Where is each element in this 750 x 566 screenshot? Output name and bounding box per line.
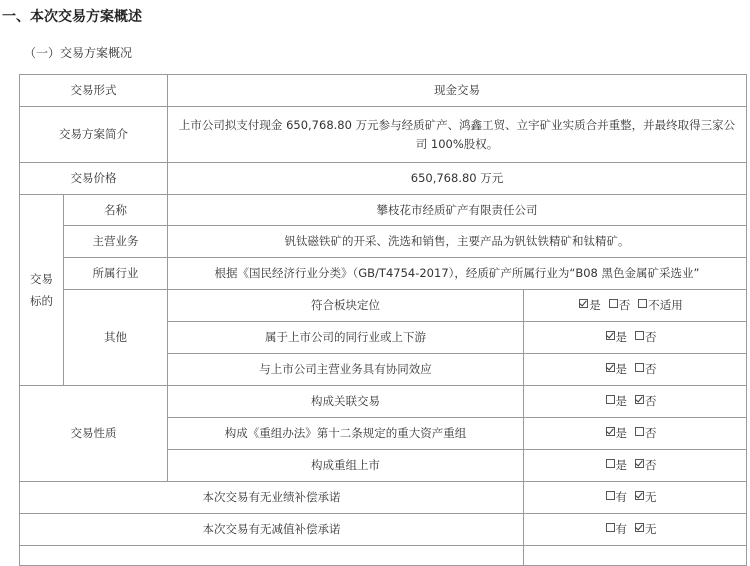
checkbox-option-label: 是 — [615, 394, 627, 408]
unchecked-box-icon[interactable] — [635, 363, 644, 372]
checked-box-icon[interactable] — [579, 299, 588, 308]
row-transaction-form — [20, 75, 747, 107]
target-other-label: 其他 — [64, 290, 168, 386]
row-target-name — [20, 195, 747, 226]
checkbox-option[interactable] — [635, 392, 657, 411]
checkbox-option[interactable] — [606, 520, 628, 539]
checked-box-icon[interactable] — [606, 427, 615, 436]
checkbox-option[interactable] — [638, 296, 683, 315]
target-business-label: 主营业务 — [64, 226, 168, 258]
row-transaction-summary — [20, 107, 747, 163]
checkbox-option[interactable] — [635, 488, 657, 507]
other-item-options — [524, 322, 747, 354]
unchecked-box-icon[interactable] — [606, 523, 615, 532]
checkbox-option-label: 是 — [615, 426, 627, 440]
checkbox-option-label: 否 — [645, 330, 657, 344]
target-name-value: 攀枝花市经质矿产有限责任公司 — [168, 195, 747, 226]
checkbox-option-label: 是 — [615, 362, 627, 376]
checkbox-option[interactable] — [606, 488, 628, 507]
unchecked-box-icon[interactable] — [638, 299, 647, 308]
checkbox-option[interactable] — [579, 296, 601, 315]
checkbox-option-label: 否 — [645, 426, 657, 440]
row-impairment-commitment — [20, 514, 747, 546]
checkbox-option-label: 不适用 — [648, 298, 683, 312]
checkbox-option-label: 是 — [615, 330, 627, 344]
transaction-summary-value: 上市公司拟支付现金 650,768.80 万元参与经质矿产、鸿鑫工贸、立宇矿业实质合并重整，并最终取得三家公司 100%股权。 — [168, 107, 747, 163]
checked-box-icon[interactable] — [635, 459, 644, 468]
checkbox-option[interactable] — [606, 424, 628, 443]
transaction-overview-table — [19, 74, 747, 566]
checkbox-option-label: 否 — [645, 394, 657, 408]
transaction-form-value: 现金交易 — [168, 75, 747, 107]
checkbox-option-label: 否 — [618, 298, 631, 312]
checkbox-option[interactable] — [635, 520, 657, 539]
nature-item-label: 构成《重组办法》第十二条规定的重大资产重组 — [168, 418, 524, 450]
checkbox-option-label: 有 — [615, 490, 627, 504]
checkbox-option[interactable] — [635, 424, 657, 443]
row-transaction-price — [20, 163, 747, 195]
target-industry-label: 所属行业 — [64, 258, 168, 290]
row-target-industry — [20, 258, 747, 290]
checkbox-option[interactable] — [606, 360, 628, 379]
checkbox-option[interactable] — [635, 328, 657, 347]
subsection-heading: （一）交易方案概况 — [24, 46, 133, 60]
checkbox-option-label: 无 — [645, 522, 657, 536]
other-item-options — [524, 354, 747, 386]
other-item-label: 属于上市公司的同行业或上下游 — [168, 322, 524, 354]
checkbox-option-label: 是 — [615, 458, 627, 472]
unchecked-box-icon[interactable] — [635, 331, 644, 340]
other-item-label: 符合板块定位 — [168, 290, 524, 322]
other-item-options — [524, 290, 747, 322]
checkbox-option[interactable] — [606, 328, 628, 347]
target-name-label: 名称 — [64, 195, 168, 226]
checked-box-icon[interactable] — [606, 363, 615, 372]
unchecked-box-icon[interactable] — [635, 427, 644, 436]
target-business-value: 钒钛磁铁矿的开采、洗选和销售，主要产品为钒钛铁精矿和钛精矿。 — [168, 226, 747, 258]
checkbox-option[interactable] — [609, 296, 631, 315]
checked-box-icon[interactable] — [635, 491, 644, 500]
unchecked-box-icon[interactable] — [606, 459, 615, 468]
transaction-nature-label: 交易性质 — [20, 386, 168, 482]
checkbox-option-label: 否 — [645, 458, 657, 472]
transaction-summary-label: 交易方案简介 — [20, 107, 168, 163]
nature-item-options — [524, 386, 747, 418]
performance-commitment-label: 本次交易有无业绩补偿承诺 — [20, 482, 524, 514]
nature-item-options — [524, 418, 747, 450]
transaction-target-label-text: 交易标的 — [30, 272, 53, 308]
impairment-commitment-options — [524, 514, 747, 546]
checkbox-option-label: 否 — [645, 362, 657, 376]
section-heading: 一、本次交易方案概述 — [2, 9, 142, 25]
performance-commitment-options — [524, 482, 747, 514]
unchecked-box-icon[interactable] — [606, 491, 615, 500]
transaction-price-value: 650,768.80 万元 — [168, 163, 747, 195]
other-item-label: 与上市公司主营业务具有协同效应 — [168, 354, 524, 386]
row-partial — [20, 546, 747, 566]
nature-item-label: 构成重组上市 — [168, 450, 524, 482]
checkbox-option[interactable] — [635, 360, 657, 379]
row-target-business — [20, 226, 747, 258]
checked-box-icon[interactable] — [635, 523, 644, 532]
checkbox-option-label: 无 — [645, 490, 657, 504]
impairment-commitment-label: 本次交易有无减值补偿承诺 — [20, 514, 524, 546]
transaction-target-label — [20, 195, 64, 386]
unchecked-box-icon[interactable] — [606, 395, 615, 404]
checkbox-option[interactable] — [635, 456, 657, 475]
nature-item-label: 构成关联交易 — [168, 386, 524, 418]
checkbox-option[interactable] — [606, 456, 628, 475]
checked-box-icon[interactable] — [635, 395, 644, 404]
transaction-form-label: 交易形式 — [20, 75, 168, 107]
partial-cell — [524, 546, 747, 566]
partial-cell — [20, 546, 524, 566]
row-performance-commitment — [20, 482, 747, 514]
row-other-0 — [20, 290, 747, 322]
target-industry-value: 根据《国民经济行业分类》（GB/T4754-2017），经质矿产所属行业为“B08 黑色金属矿采选业” — [168, 258, 747, 290]
checkbox-option-label: 有 — [615, 522, 627, 536]
checked-box-icon[interactable] — [606, 331, 615, 340]
row-nature-0 — [20, 386, 747, 418]
nature-item-options — [524, 450, 747, 482]
checkbox-option-label: 是 — [589, 298, 601, 312]
transaction-price-label: 交易价格 — [20, 163, 168, 195]
checkbox-option[interactable] — [606, 392, 628, 411]
unchecked-box-icon[interactable] — [609, 299, 618, 308]
